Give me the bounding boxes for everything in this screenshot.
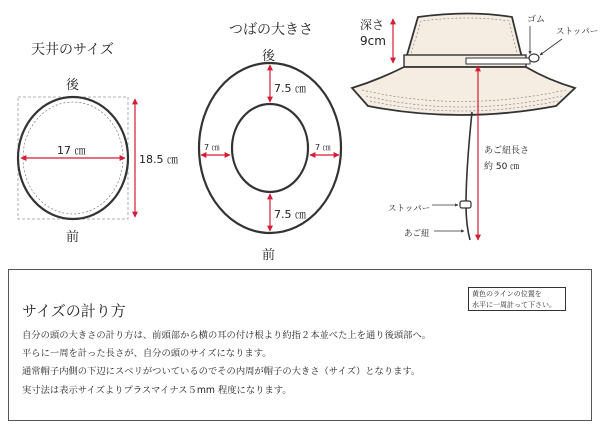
hat-top-stopper xyxy=(529,54,539,62)
measure-guide-line-1: 自分の頭の大きさの計り方は、前頭部から横の耳の付け根より約指２本並べた上を通り後頭部へ。 xyxy=(22,330,432,341)
brim-title: つばの大きさ xyxy=(229,22,313,38)
hat-gom-strip xyxy=(466,58,530,64)
hat-cord-length-label-2: 約 50 ㎝ xyxy=(484,162,520,172)
measure-guide-title: サイズの計り方 xyxy=(22,302,126,320)
brim-diagram xyxy=(199,21,341,263)
crown-title: 天井のサイズ xyxy=(31,42,114,58)
callout-line-1: 黄色のラインの位置を xyxy=(472,290,542,298)
hat-chin-cord-label: あご紐 xyxy=(404,229,430,239)
hat-depth-label-1: 深さ xyxy=(360,18,385,32)
brim-front-label: 前 xyxy=(262,248,276,263)
hat-stopper-top-leader xyxy=(540,39,562,55)
hat-gom-label: ゴム xyxy=(527,15,546,25)
hat-bottom-stopper xyxy=(460,201,471,208)
crown-length-label: 18.5 ㎝ xyxy=(139,153,178,166)
hat-chin-cord xyxy=(466,112,472,240)
measure-guide-text xyxy=(22,327,472,400)
crown-width-label: 17 ㎝ xyxy=(57,144,86,157)
tape-position-callout xyxy=(468,287,566,311)
brim-bottom-label: 7.5 ㎝ xyxy=(274,208,306,221)
brim-top-label: 7.5 ㎝ xyxy=(274,82,306,95)
hat-stopper-top-label: ストッパー xyxy=(556,27,599,37)
measure-guide-line-4: 実寸法は表示サイズよりプラスマイナス５mm 程度になります。 xyxy=(22,384,292,396)
hat-cord-length-label-1: あご紐長さ xyxy=(484,146,530,156)
measure-guide-line-2: 平らに一周を計った長さが、自分の頭のサイズになります。 xyxy=(22,348,272,360)
brim-back-label: 後 xyxy=(262,49,276,64)
crown-front-label: 前 xyxy=(66,230,80,245)
hat-depth-label-2: 9cm xyxy=(360,34,386,48)
measure-guide-line-3: 通常帽子内側の下辺にスベリがついているのでその内周が帽子の大きさ（サイズ）となります。 xyxy=(22,366,421,378)
callout-line-2: 水平に一周計って下さい。 xyxy=(472,301,556,309)
crown-back-label: 後 xyxy=(66,78,80,93)
hat-stopper-bottom-label: ストッパー xyxy=(388,204,431,214)
crown-diagram xyxy=(18,42,178,245)
hat-side-diagram xyxy=(352,14,598,241)
hat-brim-shape xyxy=(352,67,575,115)
brim-inner-outline xyxy=(232,104,308,192)
brim-left-label: 7 ㎝ xyxy=(204,143,220,152)
brim-right-label: 7 ㎝ xyxy=(315,143,331,152)
